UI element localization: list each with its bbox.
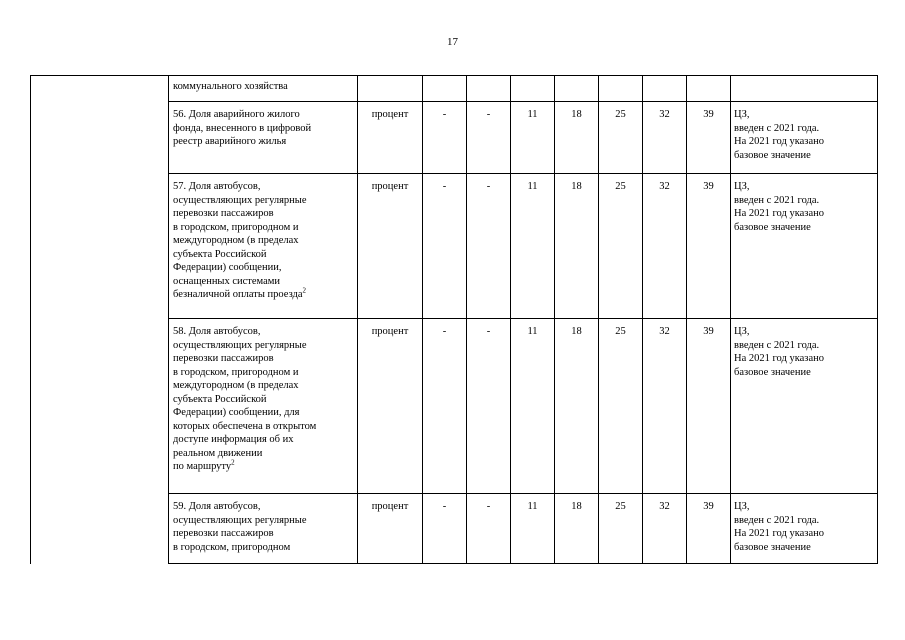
value-cell — [423, 76, 467, 102]
value-text: 39 — [703, 326, 714, 337]
value-cell — [555, 102, 599, 174]
value-cell — [643, 174, 687, 319]
unit-text: процент — [371, 501, 409, 512]
indicator-table — [30, 75, 878, 564]
value-text: - — [486, 181, 491, 192]
value-cell — [643, 319, 687, 494]
value-cell — [467, 319, 511, 494]
value-text: - — [442, 181, 447, 192]
table-row-continuation — [31, 76, 878, 102]
value-cell — [511, 174, 555, 319]
value-cell — [511, 76, 555, 102]
value-text: 11 — [527, 501, 538, 512]
value-text: 25 — [615, 181, 626, 192]
value-cell — [467, 174, 511, 319]
value-text: 32 — [659, 109, 670, 120]
merged-left-cell — [31, 76, 169, 564]
indicator-name-cell — [169, 76, 358, 102]
value-cell — [643, 76, 687, 102]
value-text: 32 — [659, 501, 670, 512]
value-cell — [599, 102, 643, 174]
unit-text: процент — [371, 326, 409, 337]
page-number: 17 — [447, 36, 458, 48]
note-cell — [731, 174, 878, 319]
value-text: 18 — [571, 181, 582, 192]
value-cell — [511, 494, 555, 564]
value-cell — [643, 102, 687, 174]
value-cell — [555, 76, 599, 102]
value-text: 32 — [659, 326, 670, 337]
footnote-mark: 2 — [302, 286, 307, 295]
value-text: - — [486, 109, 491, 120]
value-text: 11 — [527, 326, 538, 337]
value-cell — [467, 494, 511, 564]
note-text: ЦЗ, введен с 2021 года. На 2021 год указано базовое значение — [734, 501, 824, 553]
value-text: 18 — [571, 109, 582, 120]
value-cell — [599, 76, 643, 102]
indicator-name-cell — [169, 319, 358, 494]
unit-text: процент — [371, 109, 409, 120]
value-text: - — [442, 109, 447, 120]
value-cell — [511, 102, 555, 174]
value-text: 25 — [615, 501, 626, 512]
indicator-name-cell — [169, 174, 358, 319]
value-text: 39 — [703, 181, 714, 192]
value-cell — [555, 174, 599, 319]
value-cell — [467, 76, 511, 102]
note-cell — [731, 102, 878, 174]
value-cell — [599, 174, 643, 319]
indicator-name: 57. Доля автобусов, осуществляющих регулярные перевозки пассажиров в городском, пригородном и междугородном (в пределах субъекта Российской Федерации) сообщении, оснащенных системами безналичной оплаты проезда — [173, 181, 307, 300]
value-cell — [467, 102, 511, 174]
value-cell — [687, 494, 731, 564]
note-text: ЦЗ, введен с 2021 года. На 2021 год указано базовое значение — [734, 109, 824, 161]
value-text: 25 — [615, 326, 626, 337]
value-cell — [423, 494, 467, 564]
unit-text: процент — [371, 181, 409, 192]
value-text: - — [486, 326, 491, 337]
indicator-name: 59. Доля автобусов, осуществляющих регулярные перевозки пассажиров в городском, пригородном — [173, 501, 307, 553]
footnote-mark: 2 — [231, 458, 235, 467]
indicator-name-cell — [169, 494, 358, 564]
value-cell — [423, 319, 467, 494]
note-cell — [731, 319, 878, 494]
unit-cell — [358, 174, 423, 319]
value-text: 18 — [571, 501, 582, 512]
indicator-name: 56. Доля аварийного жилого фонда, внесенного в цифровой реестр аварийного жилья — [173, 109, 312, 147]
value-cell — [687, 319, 731, 494]
unit-cell — [358, 76, 423, 102]
value-cell — [687, 76, 731, 102]
value-text: - — [442, 501, 447, 512]
value-cell — [599, 494, 643, 564]
value-cell — [423, 102, 467, 174]
value-text: 18 — [571, 326, 582, 337]
unit-cell — [358, 102, 423, 174]
note-cell — [731, 494, 878, 564]
value-cell — [511, 319, 555, 494]
value-cell — [687, 174, 731, 319]
note-text: ЦЗ, введен с 2021 года. На 2021 год указано базовое значение — [734, 326, 824, 378]
indicator-name-continuation: коммунального хозяйства — [173, 81, 288, 92]
value-cell — [643, 494, 687, 564]
indicator-name-cell — [169, 102, 358, 174]
value-cell — [599, 319, 643, 494]
value-text: - — [486, 501, 491, 512]
note-cell — [731, 76, 878, 102]
value-text: 11 — [527, 109, 538, 120]
value-text: 25 — [615, 109, 626, 120]
value-text: 39 — [703, 109, 714, 120]
value-text: 39 — [703, 501, 714, 512]
value-text: - — [442, 326, 447, 337]
value-cell — [555, 319, 599, 494]
value-cell — [555, 494, 599, 564]
value-cell — [687, 102, 731, 174]
value-cell — [423, 174, 467, 319]
value-text: 11 — [527, 181, 538, 192]
unit-cell — [358, 319, 423, 494]
note-text: ЦЗ, введен с 2021 года. На 2021 год указано базовое значение — [734, 181, 824, 233]
unit-cell — [358, 494, 423, 564]
indicator-name: 58. Доля автобусов, осуществляющих регулярные перевозки пассажиров в городском, пригородном и междугородном (в пределах субъекта Российской Федерации) сообщении, для которых обеспечена в открытом доступе информация об их реальном движении по маршруту — [173, 326, 317, 472]
value-text: 32 — [659, 181, 670, 192]
